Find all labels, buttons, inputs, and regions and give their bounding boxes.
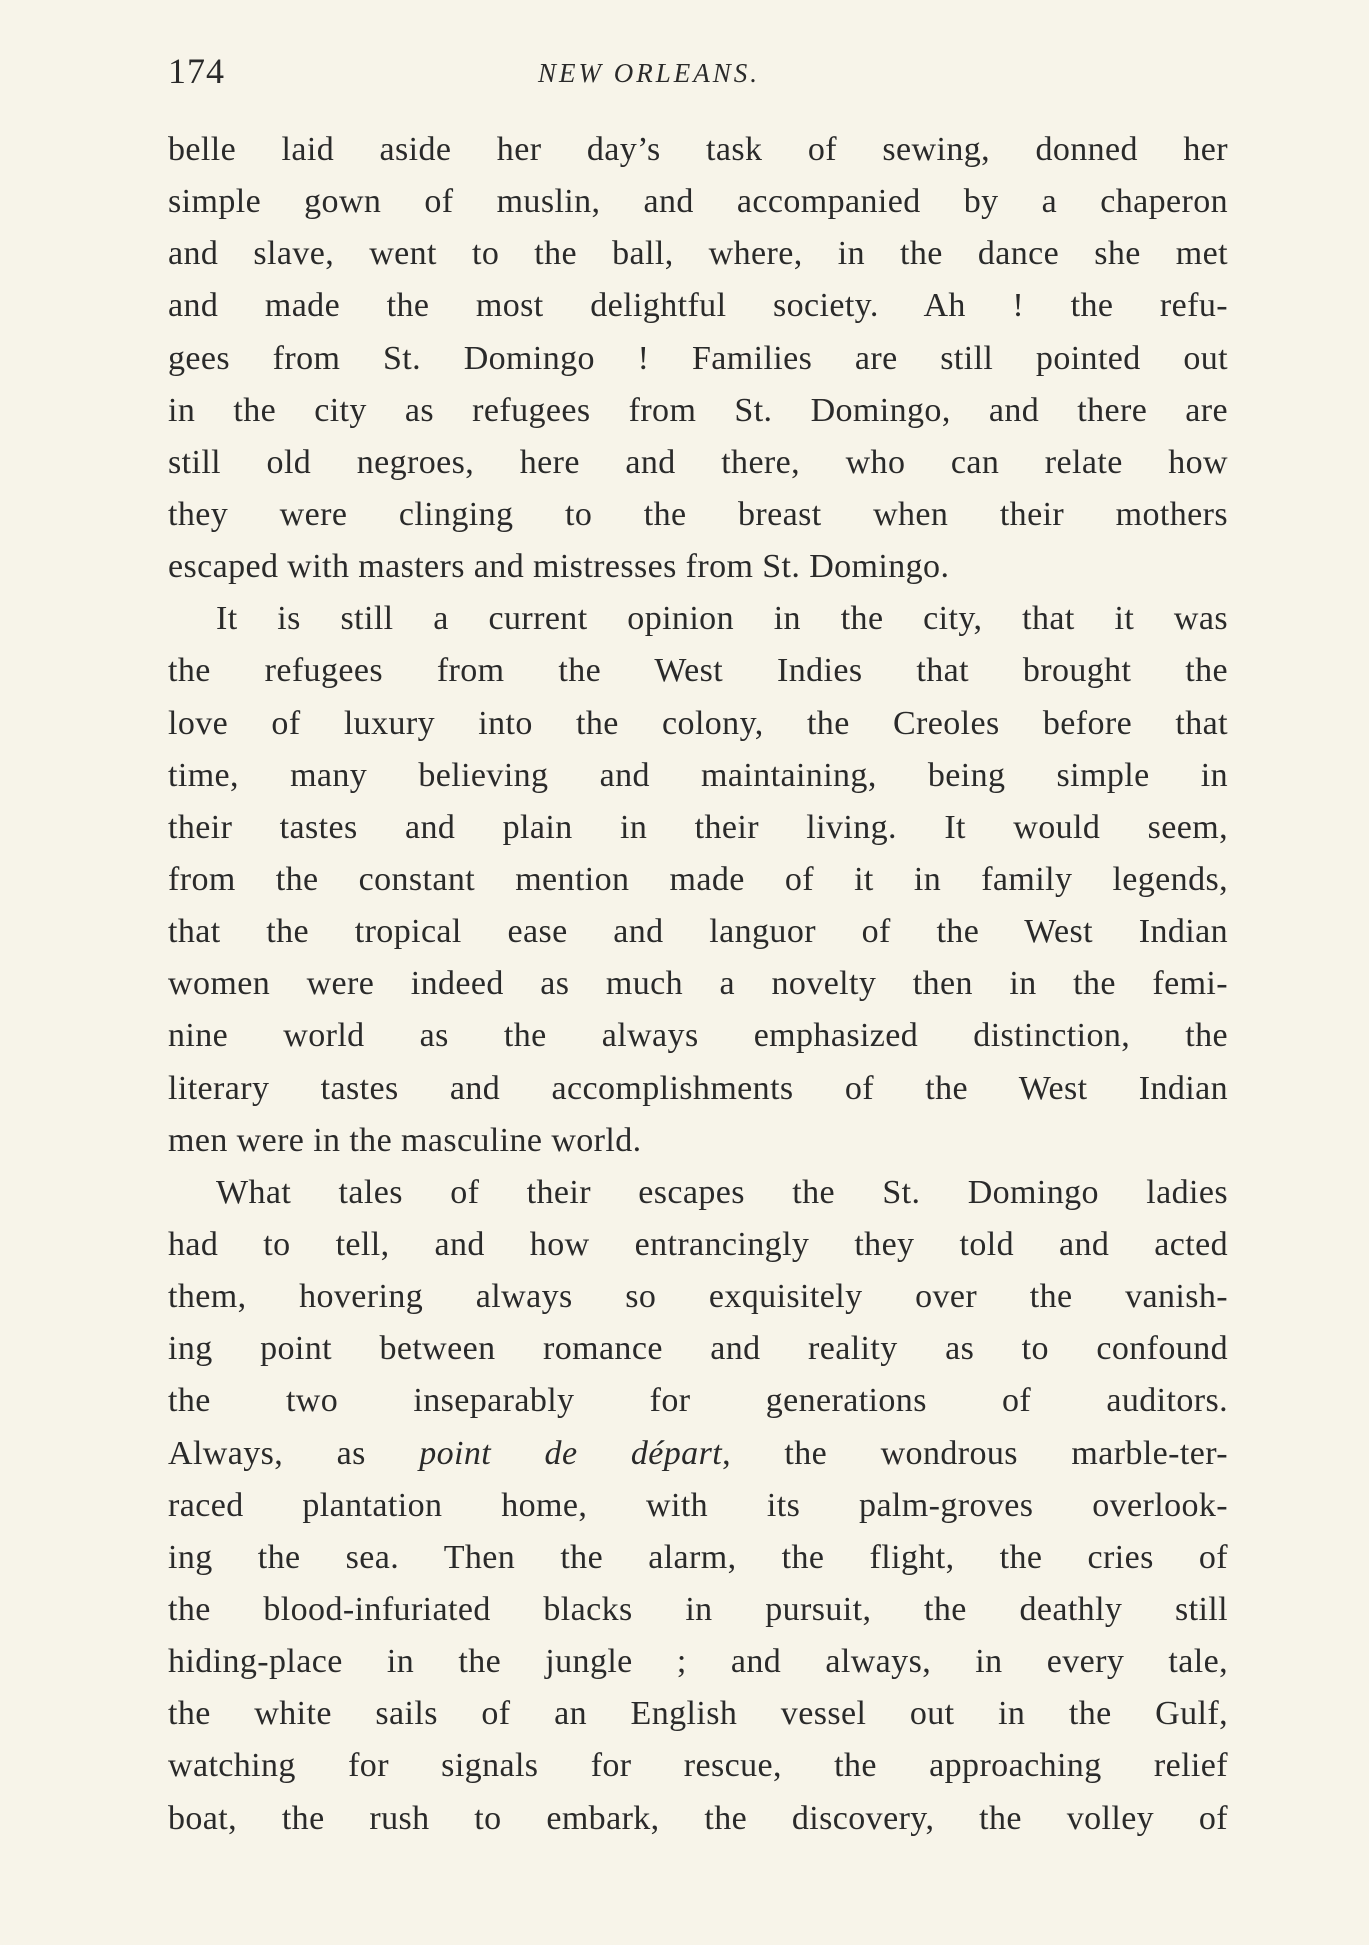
text-line: ing point between romance and reality as to confound: [168, 1330, 1228, 1368]
text-line: and slave, went to the ball, where, in the dance she met: [168, 235, 1228, 273]
text-line: their tastes and plain in their living. It would seem,: [168, 808, 1228, 846]
text-line: escaped with masters and mistresses from St. Domingo.: [168, 548, 950, 586]
text-line: gees from St. Domingo ! Families are still pointed out: [168, 339, 1228, 377]
text-line: belle laid aside her day’s task of sewing, donned her: [168, 131, 1228, 168]
text-line: literary tastes and accomplishments of the West Indian: [168, 1069, 1228, 1107]
text-line-mixed: [168, 1428, 1228, 1480]
text-line: still old negroes, here and there, who can relate how: [168, 443, 1228, 481]
text-line: the two inseparably for generations of auditors.: [168, 1382, 1228, 1420]
text-line: the refugees from the West Indies that brought the: [168, 652, 1228, 690]
running-head: [168, 46, 1228, 96]
text-line: watching for signals for rescue, the approaching relief: [168, 1747, 1228, 1785]
text-line: in the city as refugees from St. Domingo, and there are: [168, 391, 1228, 429]
text-line: time, many believing and maintaining, being simple in: [168, 756, 1228, 794]
text-line: simple gown of muslin, and accompanied by a chaperon: [168, 183, 1228, 221]
text-line: men were in the masculine world.: [168, 1121, 642, 1159]
text-run: , the wondrous marble-ter-: [722, 1434, 1228, 1472]
body-text: [168, 124, 1228, 1845]
running-title: NEW ORLEANS.: [538, 58, 760, 88]
text-line: they were clinging to the breast when their mothers: [168, 495, 1228, 533]
text-line: boat, the rush to embark, the discovery, the volley of: [168, 1799, 1228, 1837]
text-line: love of luxury into the colony, the Creoles before that: [168, 704, 1228, 742]
text-line: the white sails of an English vessel out in the Gulf,: [168, 1695, 1228, 1733]
text-run: Always, as: [168, 1434, 420, 1472]
text-line: from the constant mention made of it in family legends,: [168, 860, 1228, 898]
paragraph-start-line: It is still a current opinion in the city, that it was: [216, 600, 1228, 638]
text-line: hiding-place in the jungle ; and always, in every tale,: [168, 1643, 1228, 1681]
text-line: and made the most delightful society. Ah ! the refu-: [168, 287, 1228, 325]
italic-phrase: point de départ: [419, 1434, 723, 1472]
page-number: 174: [168, 51, 225, 91]
text-line: them, hovering always so exquisitely over the vanish-: [168, 1278, 1228, 1316]
text-line: women were indeed as much a novelty then in the femi-: [168, 965, 1228, 1003]
paragraph-start-line: What tales of their escapes the St. Domingo ladies: [216, 1173, 1228, 1211]
text-line: nine world as the always emphasized distinction, the: [168, 1017, 1228, 1055]
text-line: the blood-infuriated blacks in pursuit, the deathly still: [168, 1590, 1228, 1628]
text-line: had to tell, and how entrancingly they told and acted: [168, 1225, 1228, 1263]
text-line: that the tropical ease and languor of the West Indian: [168, 913, 1228, 951]
text-line: ing the sea. Then the alarm, the flight, the cries of: [168, 1538, 1228, 1576]
text-line: raced plantation home, with its palm-groves overlook-: [168, 1486, 1228, 1524]
